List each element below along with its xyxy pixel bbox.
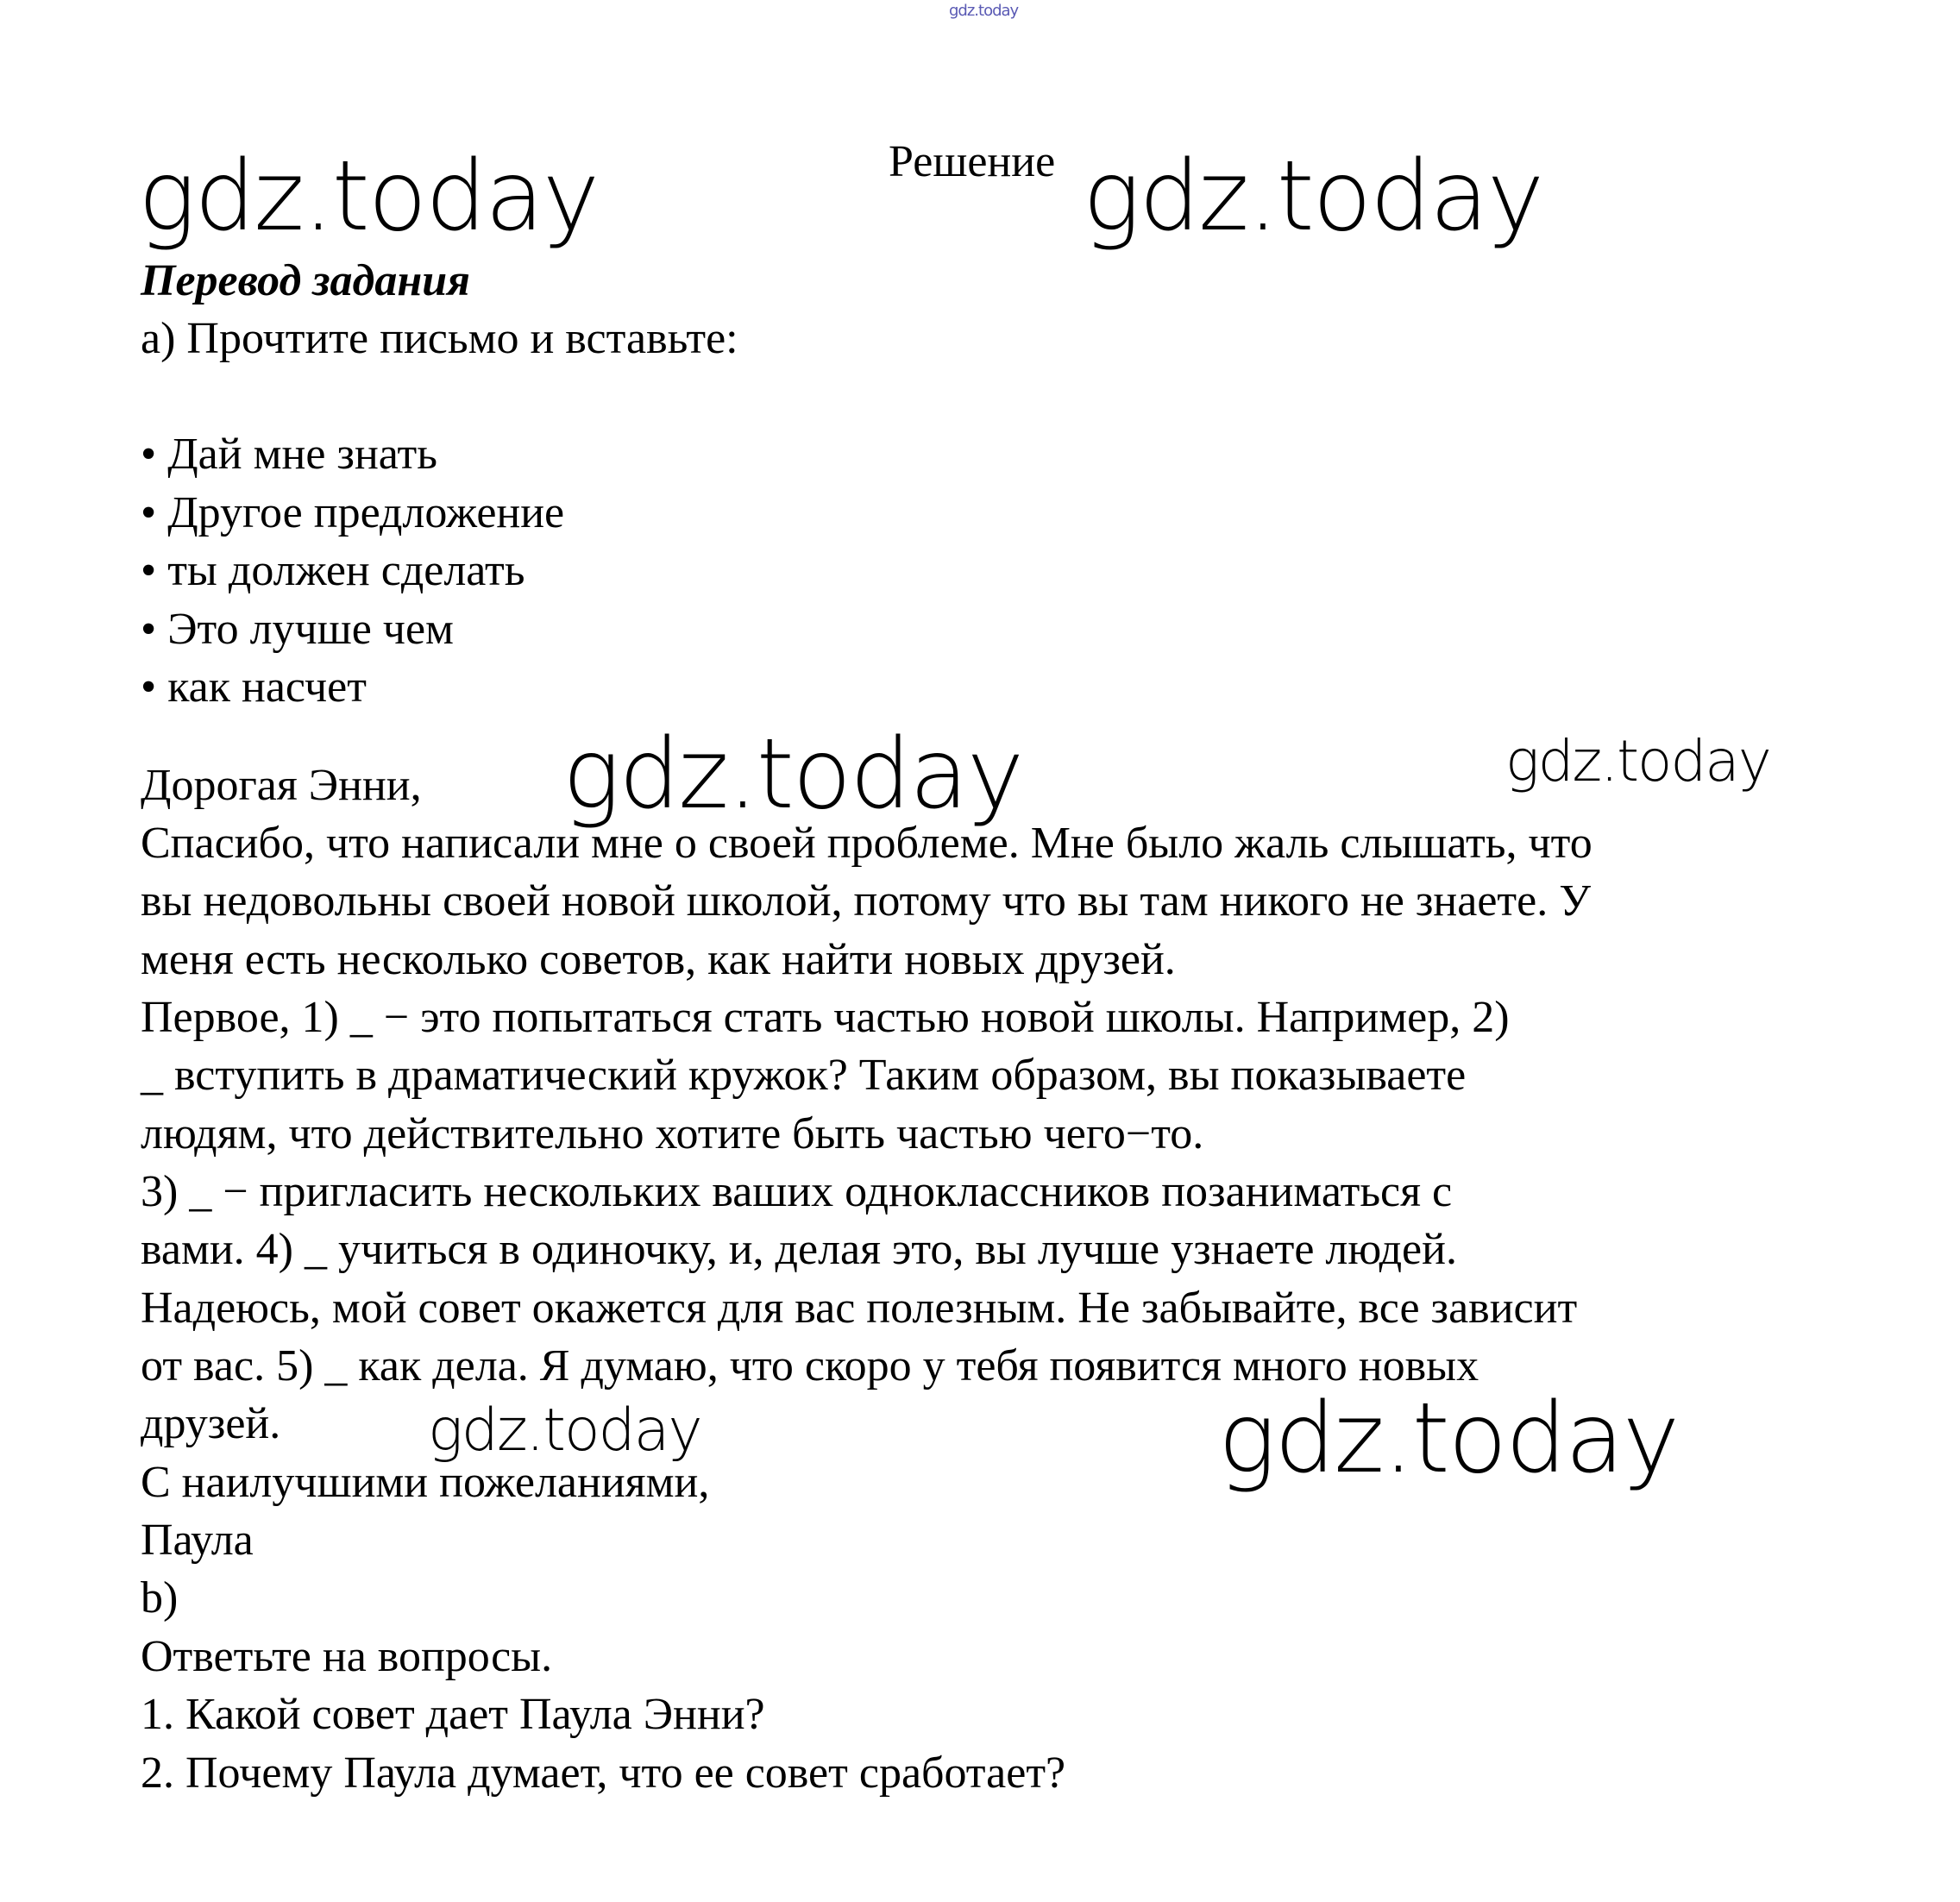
letter-line: друзей. <box>141 1399 281 1448</box>
question-item: 2. Почему Паула думает, что ее совет сработает? <box>141 1748 1066 1798</box>
phrase-item: • Это лучше чем <box>141 605 454 654</box>
watermark: gdz.today <box>562 719 1023 831</box>
part-b-instruction: Ответьте на вопросы. <box>141 1632 553 1681</box>
phrase-item: • Другое предложение <box>141 488 565 537</box>
part-a-instruction: а) Прочтите письмо и вставьте: <box>141 314 738 363</box>
letter-line: Первое, 1) _ − это попытаться стать частью новой школы. Например, 2) <box>141 993 1510 1042</box>
letter-signature: Паула <box>141 1516 254 1565</box>
letter-closing: С наилучшими пожеланиями, <box>141 1458 710 1507</box>
watermark: gdz.today <box>428 1397 701 1465</box>
letter-line: меня есть несколько советов, как найти новых друзей. <box>141 935 1176 984</box>
phrase-item: • Дай мне знать <box>141 430 437 479</box>
part-b-label: b) <box>141 1573 179 1623</box>
phrase-item: • как насчет <box>141 662 367 712</box>
phrase-item: • ты должен сделать <box>141 546 525 595</box>
letter-line: Спасибо, что написали мне о своей проблеме. Мне было жаль слышать, что <box>141 819 1592 868</box>
question-item: 1. Какой совет дает Паула Энни? <box>141 1690 765 1739</box>
letter-line: _ вступить в драматический кружок? Таким образом, вы показываете <box>141 1051 1467 1100</box>
letter-line: Надеюсь, мой совет окажется для вас полезным. Не забывайте, все зависит <box>141 1284 1578 1333</box>
letter-line: вами. 4) _ учиться в одиночку, и, делая это, вы лучше узнаете людей. <box>141 1225 1457 1274</box>
task-heading: Перевод задания <box>141 256 470 305</box>
watermark: gdz.today <box>138 141 599 253</box>
letter-greeting: Дорогая Энни, <box>141 761 422 810</box>
watermark: gdz.today <box>1218 1383 1679 1495</box>
solution-label: Решение <box>889 137 1056 186</box>
letter-line: от вас. 5) _ как дела. Я думаю, что скоро у тебя появится много новых <box>141 1341 1479 1390</box>
letter-line: вы недовольны своей новой школой, потому что вы там никого не знаете. У <box>141 876 1592 926</box>
letter-line: 3) _ − пригласить нескольких ваших одноклассников позаниматься с <box>141 1167 1453 1216</box>
watermark: gdz.today <box>1505 728 1770 794</box>
watermark: gdz.today <box>1083 141 1543 253</box>
site-mark: gdz.today <box>949 2 1019 20</box>
letter-line: людям, что действительно хотите быть частью чего−то. <box>141 1109 1204 1158</box>
